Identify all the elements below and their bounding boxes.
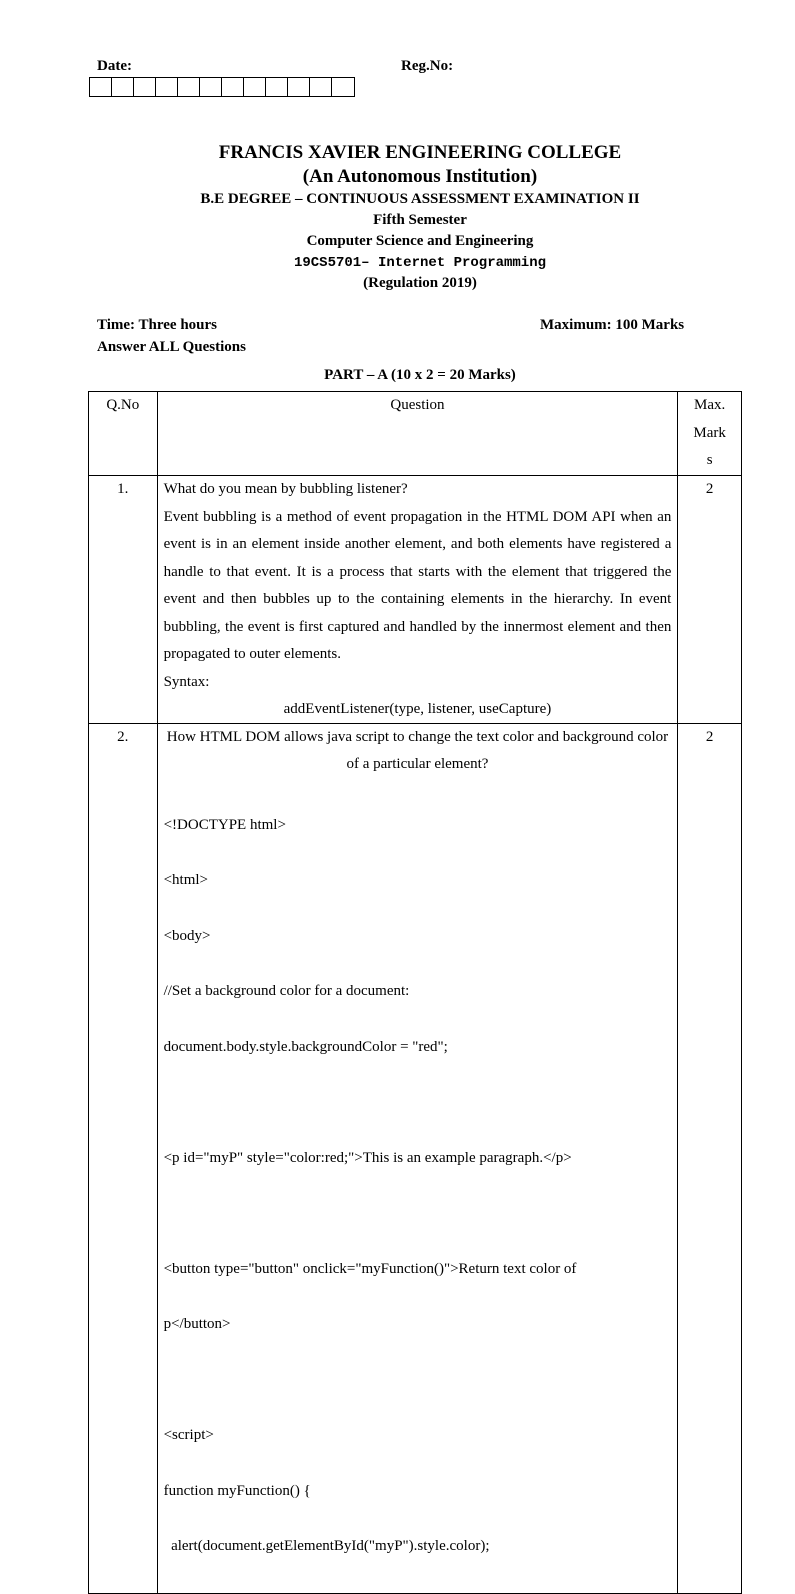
table-header-row (89, 392, 742, 476)
syntax-label: Syntax: (163, 673, 210, 690)
table-row (89, 723, 742, 1593)
col-header-qno: Q.No (89, 392, 158, 476)
code-line: alert(document.getElementById("myP").style.color); (163, 1538, 490, 1554)
question-text: What do you mean by bubbling listener? (163, 481, 408, 497)
reg-no-box[interactable] (310, 78, 332, 96)
regulation: (Regulation 2019) (363, 275, 477, 291)
reg-no-boxes[interactable] (89, 77, 355, 97)
reg-no-box[interactable] (288, 78, 310, 96)
code-line: <body> (163, 927, 211, 944)
code-line: <html> (163, 872, 208, 888)
exam-duration: Time: Three hours (97, 317, 218, 333)
reg-no-box[interactable] (90, 78, 112, 96)
institution-type: (An Autonomous Institution) (302, 166, 538, 187)
reg-no-box[interactable] (112, 78, 134, 96)
question-table (88, 391, 742, 1594)
question-marks: 2 (678, 476, 742, 724)
code-line: <button type="button" onclick="myFunction()">Return text color of (163, 1260, 577, 1277)
course-code: 19CS5701– Internet Programming (293, 255, 547, 271)
reg-no-box[interactable] (222, 78, 244, 96)
marks-header-line: s (706, 452, 713, 468)
code-block (158, 779, 678, 1593)
reg-no-box[interactable] (332, 78, 354, 96)
maximum-marks: Maximum: 100 Marks (540, 317, 685, 333)
part-heading: PART – A (10 x 2 = 20 Marks) (324, 367, 516, 383)
code-line: <p id="myP" style="color:red;">This is an example paragraph.</p> (163, 1149, 572, 1166)
question-number: 2. (89, 723, 158, 1593)
code-line: p</button> (163, 1316, 231, 1332)
marks-header-line: Mark (693, 424, 726, 441)
question-number: 1. (89, 476, 158, 724)
code-line (164, 1204, 678, 1223)
date-label: Date: (97, 58, 132, 74)
code-line: <!DOCTYPE html> (163, 816, 286, 833)
question-cell (157, 476, 678, 724)
code-line: //Set a background color for a document: (163, 983, 410, 999)
code-line (164, 1371, 678, 1390)
college-name: FRANCIS XAVIER ENGINEERING COLLEGE (218, 142, 622, 163)
answer-text: Event bubbling is a method of event propagation in the HTML DOM API when an event is in an element inside another element, and both elements have registered a handle to that event. It is a process that starts with the element that triggered the event and then bubbles up to the containing elements in the hierarchy. In event bubbling, the event is first captured and handled by the innermost element and then propagated to outer elements. (163, 508, 672, 662)
col-header-marks (678, 392, 742, 476)
reg-no-box[interactable] (200, 78, 222, 96)
department: Computer Science and Engineering (306, 233, 534, 249)
col-header-question: Question (157, 392, 678, 476)
reg-no-box[interactable] (156, 78, 178, 96)
exam-title: B.E DEGREE – CONTINUOUS ASSESSMENT EXAMINATION II (200, 191, 640, 207)
marks-header-line: Max. (694, 397, 726, 413)
table-row (89, 476, 742, 724)
code-line (164, 1093, 678, 1112)
code-line: document.body.style.backgroundColor = "red"; (163, 1038, 448, 1055)
reg-no-label: Reg.No: (401, 58, 454, 74)
question-cell (157, 723, 678, 1593)
reg-no-box[interactable] (134, 78, 156, 96)
code-line: function myFunction() { (163, 1482, 311, 1499)
instruction: Answer ALL Questions (97, 339, 246, 355)
question-marks: 2 (678, 723, 742, 1593)
code-line: <script> (163, 1427, 214, 1443)
semester: Fifth Semester (373, 212, 467, 228)
reg-no-box[interactable] (266, 78, 288, 96)
syntax-code: addEventListener(type, listener, useCapture) (283, 700, 552, 717)
question-text: How HTML DOM allows java script to change the text color and background color of a particular element? (166, 728, 669, 772)
reg-no-box[interactable] (244, 78, 266, 96)
reg-no-box[interactable] (178, 78, 200, 96)
